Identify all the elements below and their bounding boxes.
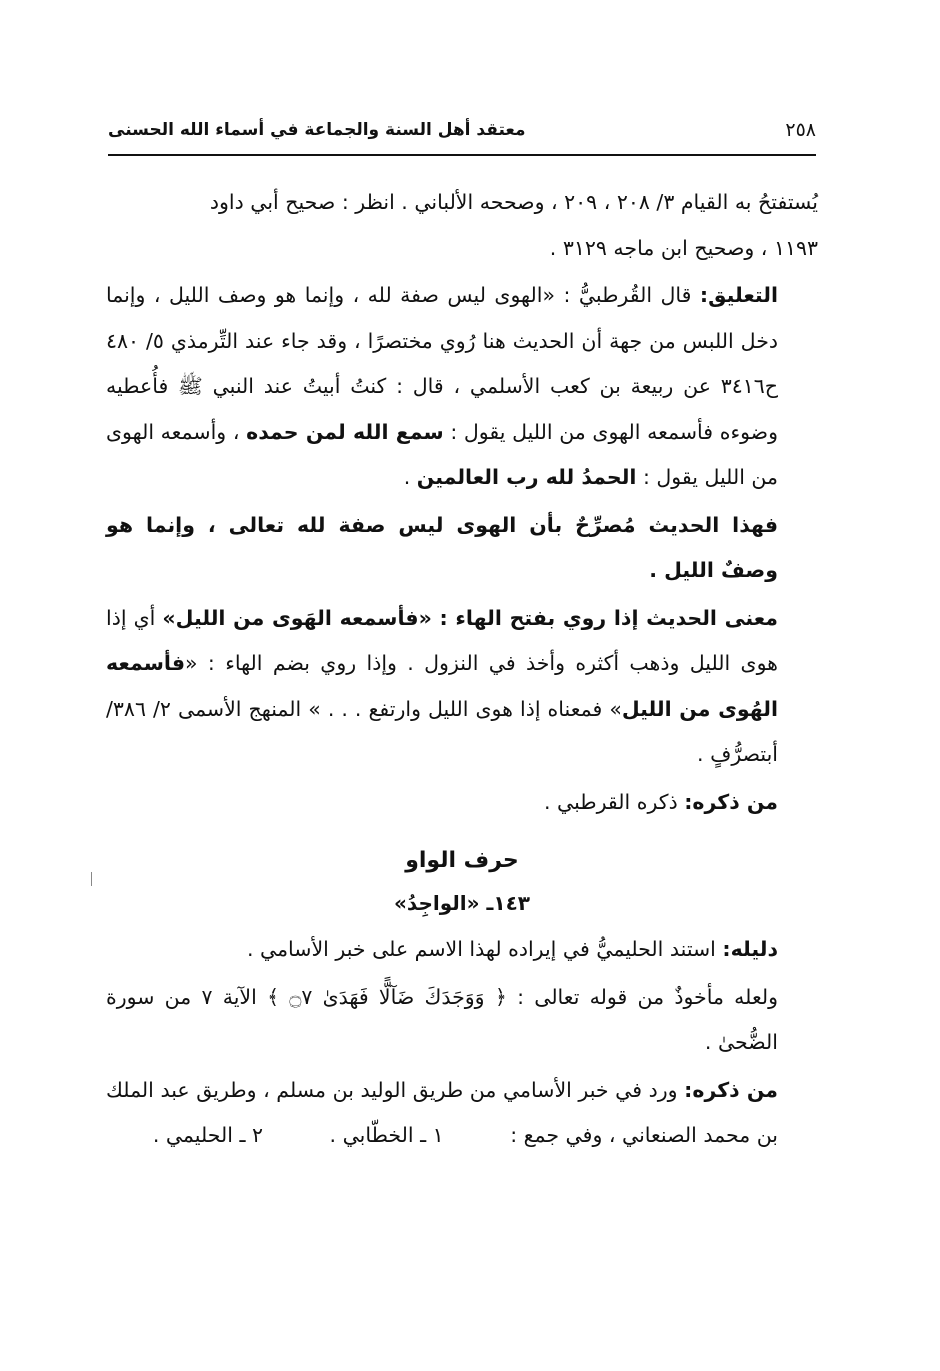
mentioned-label-1: من ذكره: — [684, 789, 778, 814]
commentary-paragraph — [106, 273, 818, 501]
list-item-2: ٢ ـ الحليمي . — [152, 1123, 263, 1147]
meaning-bold-1: معنى الحديث إذا روي بفتح الهاء : «فأسمعه الهَوى من الليل» — [162, 605, 778, 630]
section-heading: حرف الواو — [405, 848, 519, 873]
derivation-paragraph — [106, 975, 818, 1066]
page-number: ٢٥٨ — [785, 119, 816, 141]
mentioned-label-2: من ذكره: — [684, 1077, 778, 1102]
meaning-paragraph — [106, 596, 818, 778]
list-item-1: ١ ـ الخطّابي . — [329, 1123, 444, 1147]
commentary-text-3: . — [403, 465, 417, 489]
commentary-label: التعليق: — [699, 283, 778, 307]
running-title: معتقد أهل السنة والجماعة في أسماء الله الحسنى — [108, 120, 526, 140]
page-body — [106, 180, 818, 1161]
evidence-paragraph — [106, 927, 818, 973]
evidence-label: دليله: — [722, 937, 778, 961]
mentioned-text-2: ورد في خبر الأسامي من طريق الوليد بن مسلم ، وطريق عبد الملك بن محمد الصنعاني ، وفي جمع : — [106, 1077, 778, 1147]
commentary-bold-1: سمع الله لمن حمده — [246, 419, 444, 444]
meaning-bold-2: فأسمعه الهُوى من الليل — [106, 651, 778, 721]
commentary-text-1: قال القُرطبيُّ : «الهوى ليس صفة لله ، وإنما هو وصف الليل ، وإنما دخل اللبس من جهة أن الحديث هنا رُوي مختصرًا ، وقد جاء عند التِّرمذي ٥/ ٤٨٠ ح٣٤١٦ عن ربيعة بن كعب الأسلمي ، قال : كنتُ أبيتُ عند النبي ﷺ فأُعطيه وضوءه فأسمعه الهوى من الليل يقول : — [106, 283, 778, 444]
entry-heading: ١٤٣ـ «الواجِدُ» — [394, 891, 530, 915]
margin-mark — [91, 872, 92, 886]
footnote-line-1: يُستفتحُ به القيام ٣/ ٢٠٨ ، ٢٠٩ ، وصححه الألباني . انظر : صحيح أبي داود — [209, 190, 818, 214]
meaning-text-1: أي إذا هوى الليل وذهب أكثره وأخذ في النزول . وإذا روي بضم الهاء : « — [106, 605, 778, 675]
mentioned-by-1 — [106, 780, 818, 826]
commentary-text-2: ، وأسمعه الهوى من الليل يقول : — [106, 419, 778, 489]
commentary-bold-2: الحمدُ لله رب العالمين — [416, 465, 637, 489]
derivation-text-1: ولعله مأخوذٌ من قوله تعالى : — [506, 984, 778, 1009]
footnote-continuation — [106, 180, 818, 271]
header-rule — [108, 154, 816, 156]
derivation-text-2: الآية ٧ من سورة الضُّحىٰ . — [106, 984, 778, 1054]
footnote-line-2: ١١٩٣ ، وصحيح ابن ماجه ٣١٢٩ . — [549, 235, 818, 260]
quran-verse: ﴿ وَوَجَدَكَ ضَآلًّا فَهَدَىٰ ۝٧ ﴾ — [267, 984, 507, 1009]
evidence-text: استند الحليميُّ في إيراده لهذا الاسم على خبر الأسامي . — [246, 937, 723, 961]
conclusion-paragraph: فهذا الحديث مُصرِّحٌ بأن الهوى ليس صفة لله تعالى ، وإنما هو وصفٌ الليل . — [106, 512, 778, 582]
mentioned-by-2 — [106, 1068, 818, 1159]
mentioned-text-1: ذكره القرطبي . — [544, 789, 685, 814]
meaning-text-2: » فمعناه إذا هوى الليل وارتفع . . . » المنهج الأسمى ٢/ ٣٨٦/ أبتصرُّفٍ . — [106, 696, 778, 766]
running-header — [108, 118, 816, 142]
